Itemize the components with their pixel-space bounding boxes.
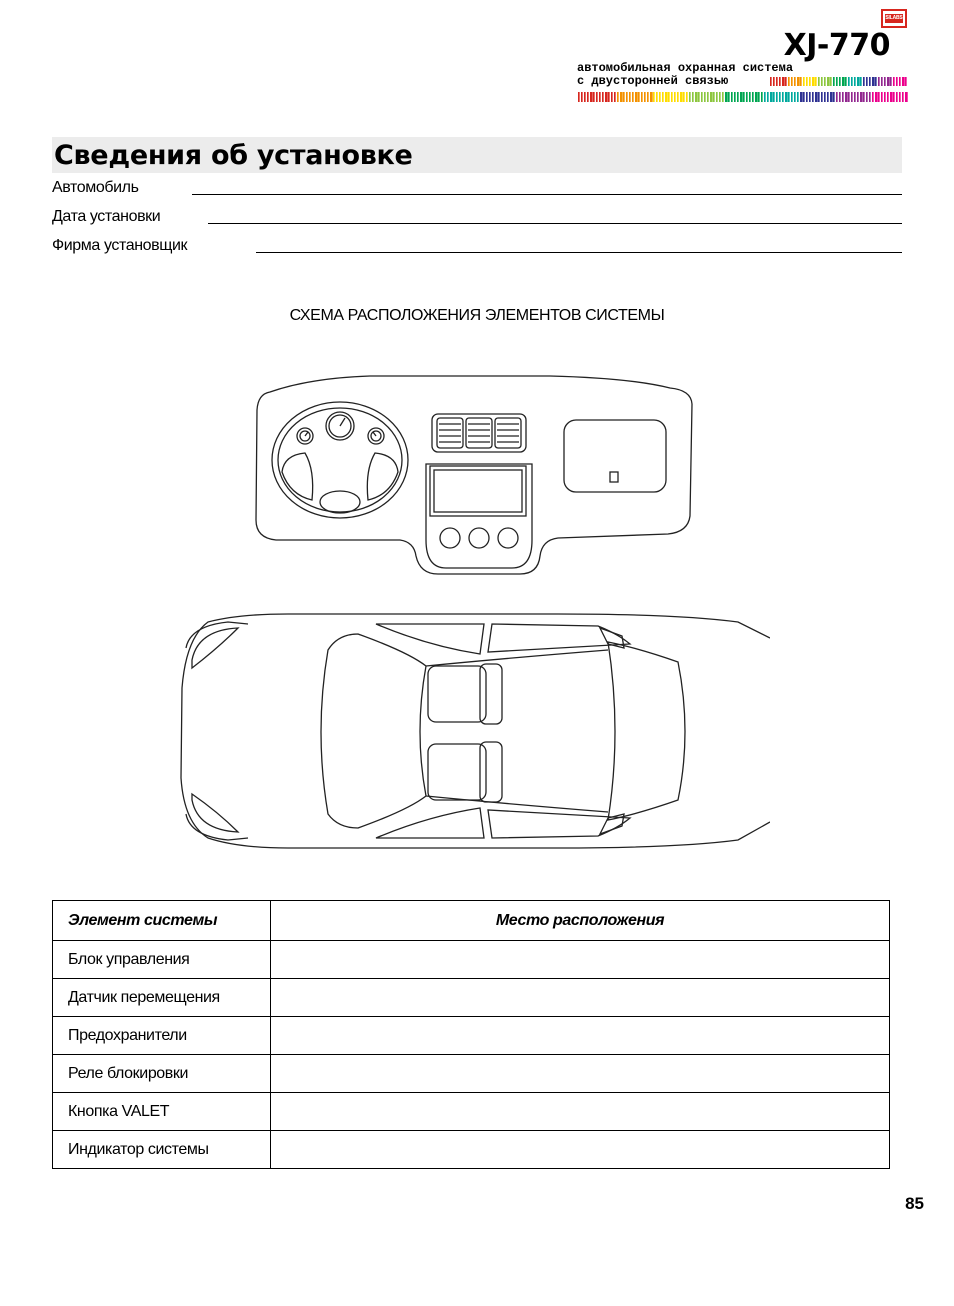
- color-stripe: [635, 92, 638, 102]
- glove-box: [564, 420, 666, 492]
- color-stripe: [821, 92, 823, 102]
- color-stripe: [581, 92, 583, 102]
- color-stripe: [824, 92, 826, 102]
- brand-logo: [881, 9, 907, 28]
- color-stripe: [902, 92, 904, 102]
- color-stripe: [860, 77, 862, 86]
- field-label-install-date: Дата установки: [52, 208, 161, 225]
- steering-hub-icon: [320, 491, 360, 513]
- car-body-outline: [181, 614, 770, 848]
- color-stripe: [818, 92, 820, 102]
- color-stripe: [626, 92, 628, 102]
- color-stripe: [773, 92, 775, 102]
- color-stripe: [605, 92, 608, 102]
- color-stripe: [674, 92, 676, 102]
- color-stripe: [704, 92, 706, 102]
- color-stripe: [812, 77, 815, 86]
- car-top-view-drawing: [178, 608, 770, 852]
- color-stripe: [740, 92, 743, 102]
- windshield: [321, 634, 426, 828]
- subtitle-line-2: с двусторонней связью: [577, 74, 729, 88]
- location-cell[interactable]: [271, 1017, 890, 1055]
- color-stripe: [707, 92, 709, 102]
- color-stripe: [665, 92, 668, 102]
- color-stripe: [776, 77, 778, 86]
- table-row: [53, 979, 890, 1017]
- color-stripe: [650, 92, 653, 102]
- color-stripe: [803, 77, 805, 86]
- color-stripe: [827, 92, 829, 102]
- color-stripe: [881, 92, 883, 102]
- color-stripe: [773, 77, 775, 86]
- color-stripe: [794, 77, 796, 86]
- color-stripe: [770, 77, 772, 86]
- color-stripe: [611, 92, 613, 102]
- color-stripe: [695, 92, 698, 102]
- color-stripe: [761, 92, 763, 102]
- color-stripe: [890, 92, 893, 102]
- color-stripe: [839, 92, 841, 102]
- color-stripe: [830, 77, 832, 86]
- color-stripe: [860, 92, 863, 102]
- location-cell[interactable]: [271, 1131, 890, 1169]
- field-label-installer: Фирма установщик: [52, 237, 188, 254]
- color-stripe: [896, 77, 898, 86]
- color-stripe: [731, 92, 733, 102]
- color-stripe: [698, 92, 700, 102]
- color-stripe: [812, 92, 814, 102]
- color-stripe: [809, 77, 811, 86]
- color-stripe: [734, 92, 736, 102]
- color-stripe: [596, 92, 598, 102]
- page-title: Сведения об установке: [54, 140, 413, 171]
- color-stripe: [647, 92, 649, 102]
- color-stripe: [842, 92, 844, 102]
- color-stripe: [776, 92, 778, 102]
- color-stripe: [833, 77, 835, 86]
- field-label-car: Автомобиль: [52, 179, 139, 196]
- color-stripe: [722, 92, 724, 102]
- color-stripe: [638, 92, 640, 102]
- color-stripe: [743, 92, 745, 102]
- location-cell[interactable]: [271, 979, 890, 1017]
- color-stripe: [671, 92, 673, 102]
- climate-knob-icon: [440, 528, 460, 548]
- color-stripe: [584, 92, 586, 102]
- color-stripe: [875, 77, 877, 86]
- element-cell: Реле блокировки: [53, 1055, 271, 1093]
- color-stripe: [602, 92, 604, 102]
- headlight-left: [192, 628, 238, 668]
- dashboard-outline: [256, 376, 692, 574]
- color-stripe: [788, 77, 790, 86]
- color-stripe: [713, 92, 715, 102]
- color-stripe: [845, 77, 847, 86]
- color-stripe: [809, 92, 811, 102]
- color-stripe: [899, 77, 901, 86]
- table-row: [53, 1055, 890, 1093]
- color-stripe: [728, 92, 730, 102]
- rear-window: [608, 642, 685, 820]
- color-stripe: [797, 77, 800, 86]
- dashboard-drawing: [250, 360, 700, 585]
- color-stripe: [845, 92, 848, 102]
- color-stripe: [629, 92, 631, 102]
- radio-display: [430, 466, 526, 516]
- color-stripe: [893, 92, 895, 102]
- color-stripe: [578, 92, 580, 102]
- color-stripe: [797, 92, 799, 102]
- table-header-row: [53, 901, 890, 941]
- color-stripe: [590, 92, 593, 102]
- color-stripe: [662, 92, 664, 102]
- color-stripe: [815, 92, 818, 102]
- color-stripe: [851, 92, 853, 102]
- color-stripe: [848, 92, 850, 102]
- seat-front-right: [428, 666, 486, 722]
- color-stripe: [905, 77, 907, 86]
- color-stripe: [779, 92, 781, 102]
- table-row: [53, 941, 890, 979]
- color-stripe: [770, 92, 773, 102]
- subtitle-line-1: автомобильная охранная система: [577, 61, 794, 75]
- location-cell[interactable]: [271, 1055, 890, 1093]
- color-stripe: [839, 77, 841, 86]
- color-stripe: [884, 77, 886, 86]
- color-stripe: [878, 92, 880, 102]
- color-stripe: [866, 92, 868, 102]
- color-stripe: [905, 92, 908, 102]
- color-stripe: [683, 92, 685, 102]
- color-stripe: [857, 77, 860, 86]
- color-stripe: [791, 92, 793, 102]
- color-stripe: [800, 77, 802, 86]
- location-cell[interactable]: [271, 941, 890, 979]
- color-stripe: [668, 92, 670, 102]
- color-stripe: [890, 77, 892, 86]
- color-stripe: [737, 92, 739, 102]
- color-stripe: [791, 77, 793, 86]
- color-stripe: [752, 92, 754, 102]
- color-stripe: [794, 92, 796, 102]
- color-stripe: [818, 77, 820, 86]
- color-stripe: [827, 77, 830, 86]
- color-stripe: [803, 92, 805, 102]
- element-cell: Индикатор системы: [53, 1131, 271, 1169]
- color-stripe: [785, 77, 787, 86]
- color-stripe: [641, 92, 643, 102]
- column-header-element: Элемент системы: [53, 901, 271, 941]
- element-cell: Кнопка VALET: [53, 1093, 271, 1131]
- color-stripe: [875, 92, 878, 102]
- color-stripe: [869, 92, 871, 102]
- color-stripe: [677, 92, 679, 102]
- field-line-installer[interactable]: [256, 252, 902, 253]
- color-stripe: [632, 92, 634, 102]
- color-stripe: [899, 92, 901, 102]
- location-cell[interactable]: [271, 1093, 890, 1131]
- column-header-location: Место расположения: [271, 901, 890, 941]
- color-stripe: [848, 77, 850, 86]
- color-stripe: [830, 92, 833, 102]
- color-stripe: [836, 92, 838, 102]
- color-stripe: [758, 92, 760, 102]
- installation-table: [52, 900, 890, 1169]
- color-stripe: [779, 77, 781, 86]
- color-stripe: [887, 92, 889, 102]
- side-window-front-bottom: [376, 808, 484, 838]
- color-stripe: [842, 77, 845, 86]
- color-stripe: [821, 77, 823, 86]
- color-stripe: [725, 92, 728, 102]
- color-stripe: [836, 77, 838, 86]
- color-stripe: [854, 92, 856, 102]
- element-cell: Датчик перемещения: [53, 979, 271, 1017]
- steering-wheel-icon: [272, 402, 408, 518]
- color-stripe: [815, 77, 817, 86]
- color-stripe: [746, 92, 748, 102]
- color-stripe-decoration: [578, 92, 908, 102]
- color-stripe: [857, 92, 859, 102]
- side-window-front-top: [376, 624, 484, 654]
- color-stripe: [788, 92, 790, 102]
- color-stripe: [833, 92, 835, 102]
- color-stripe: [884, 92, 886, 102]
- color-stripe: [659, 92, 661, 102]
- color-stripe: [656, 92, 658, 102]
- color-stripe: [863, 77, 865, 86]
- color-stripe: [782, 92, 784, 102]
- color-stripe: [881, 77, 883, 86]
- color-stripe: [719, 92, 721, 102]
- color-stripe: [878, 77, 880, 86]
- field-line-car[interactable]: [192, 194, 902, 195]
- color-stripe: [851, 77, 853, 86]
- headlight-right: [192, 794, 238, 832]
- color-stripe: [692, 92, 694, 102]
- color-stripe: [689, 92, 691, 102]
- color-stripe: [764, 92, 766, 102]
- field-line-install-date[interactable]: [208, 223, 902, 224]
- color-stripe: [599, 92, 601, 102]
- color-stripe: [623, 92, 625, 102]
- color-stripe: [854, 77, 856, 86]
- color-stripe-decoration-upper: [770, 77, 908, 86]
- color-stripe: [824, 77, 826, 86]
- color-stripe: [653, 92, 655, 102]
- color-stripe: [716, 92, 718, 102]
- model-name: XJ-770: [783, 28, 890, 63]
- element-cell: Блок управления: [53, 941, 271, 979]
- color-stripe: [614, 92, 616, 102]
- color-stripe: [755, 92, 758, 102]
- air-vents-icon: [432, 414, 526, 452]
- color-stripe: [869, 77, 871, 86]
- color-stripe: [701, 92, 703, 102]
- color-stripe: [863, 92, 865, 102]
- color-stripe: [767, 92, 769, 102]
- color-stripe: [617, 92, 619, 102]
- color-stripe: [887, 77, 890, 86]
- table-row: [53, 1017, 890, 1055]
- color-stripe: [749, 92, 751, 102]
- color-stripe: [872, 92, 874, 102]
- color-stripe: [872, 77, 875, 86]
- color-stripe: [620, 92, 623, 102]
- brand-logo-text: SILABS: [885, 15, 903, 21]
- color-stripe: [686, 92, 688, 102]
- color-stripe: [785, 92, 788, 102]
- color-stripe: [644, 92, 646, 102]
- color-stripe: [593, 92, 595, 102]
- color-stripe: [782, 77, 785, 86]
- color-stripe: [806, 77, 808, 86]
- color-stripe: [896, 92, 898, 102]
- page-number: 85: [905, 1194, 924, 1213]
- diagram-title: СХЕМА РАСПОЛОЖЕНИЯ ЭЛЕМЕНТОВ СИСТЕМЫ: [289, 307, 665, 324]
- color-stripe: [587, 92, 589, 102]
- table-row: [53, 1093, 890, 1131]
- color-stripe: [608, 92, 610, 102]
- element-cell: Предохранители: [53, 1017, 271, 1055]
- table-row: [53, 1131, 890, 1169]
- color-stripe: [800, 92, 803, 102]
- color-stripe: [893, 77, 895, 86]
- color-stripe: [710, 92, 713, 102]
- color-stripe: [902, 77, 905, 86]
- seat-front-left: [428, 744, 486, 800]
- color-stripe: [806, 92, 808, 102]
- color-stripe: [680, 92, 683, 102]
- color-stripe: [866, 77, 868, 86]
